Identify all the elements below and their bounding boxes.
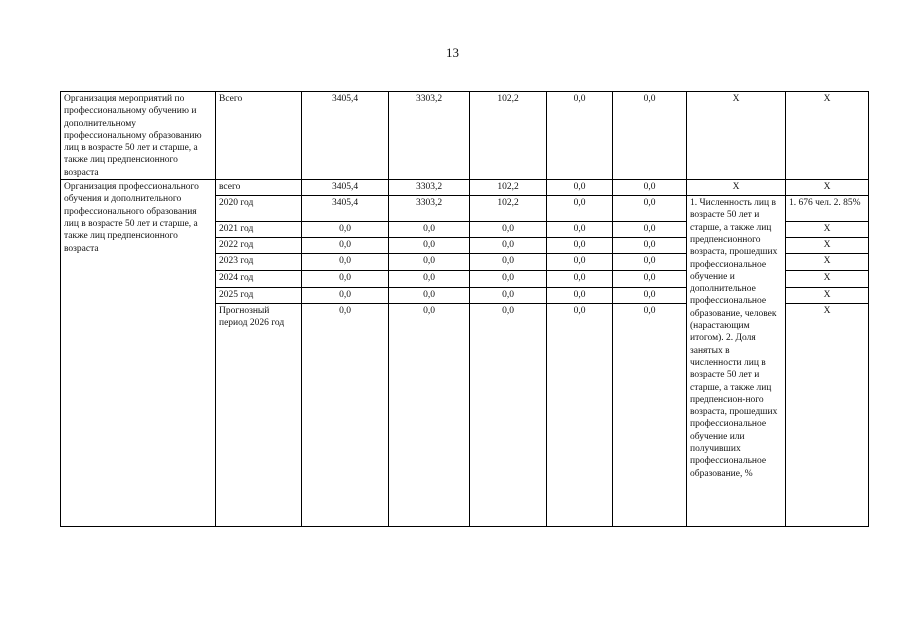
value-cell: 0,0 — [547, 288, 613, 304]
value-cell: 102,2 — [470, 196, 547, 222]
main-value-5: 0,0 — [613, 92, 687, 180]
period-cell: всего — [216, 180, 302, 196]
group-event-name: Организация профессионального обучения и дополнительного профессионального образования лиц в возрасте 50 лет и старше, а также лиц предпенсионного возраста — [61, 180, 216, 527]
value-cell: 0,0 — [389, 238, 470, 254]
value-cell: 0,0 — [302, 304, 389, 527]
main-period: Всего — [216, 92, 302, 180]
value-cell: 0,0 — [613, 222, 687, 238]
main-target: X — [786, 92, 869, 180]
target-cell: X — [786, 254, 869, 271]
value-cell: 0,0 — [389, 288, 470, 304]
main-event-name: Организация мероприятий по профессиональному обучению и дополнительному профессиональному образованию лиц в возрасте 50 лет и старше, а также лиц предпенсионного возраста — [61, 92, 216, 180]
target-cell: X — [786, 238, 869, 254]
table-body — [61, 92, 869, 527]
value-cell: 0,0 — [302, 254, 389, 271]
value-cell: 0,0 — [470, 304, 547, 527]
target-cell: 1. 676 чел. 2. 85% — [786, 196, 869, 222]
value-cell: 0,0 — [302, 288, 389, 304]
page-number: 13 — [446, 45, 459, 60]
period-cell: 2022 год — [216, 238, 302, 254]
value-cell: 0,0 — [389, 304, 470, 527]
value-cell: 0,0 — [389, 222, 470, 238]
main-value-2: 3303,2 — [389, 92, 470, 180]
value-cell: 0,0 — [613, 271, 687, 288]
program-table — [60, 91, 869, 527]
value-cell: 0,0 — [302, 222, 389, 238]
period-cell: 2025 год — [216, 288, 302, 304]
value-cell: 0,0 — [470, 254, 547, 271]
value-cell: 3303,2 — [389, 180, 470, 196]
period-cell: Прогнозный период 2026 год — [216, 304, 302, 527]
value-cell: 0,0 — [389, 271, 470, 288]
value-cell: 0,0 — [470, 222, 547, 238]
target-cell: X — [786, 222, 869, 238]
period-cell: 2020 год — [216, 196, 302, 222]
table-row — [61, 180, 869, 196]
period-cell: 2021 год — [216, 222, 302, 238]
period-cell: 2024 год — [216, 271, 302, 288]
value-cell: 0,0 — [302, 271, 389, 288]
value-cell: 3405,4 — [302, 180, 389, 196]
value-cell: 0,0 — [547, 180, 613, 196]
target-cell: X — [786, 271, 869, 288]
value-cell: 0,0 — [547, 238, 613, 254]
target-cell: X — [786, 288, 869, 304]
value-cell: 0,0 — [613, 288, 687, 304]
main-value-1: 3405,4 — [302, 92, 389, 180]
value-cell: 0,0 — [470, 288, 547, 304]
group-total-indicator: X — [687, 180, 786, 196]
value-cell: 3303,2 — [389, 196, 470, 222]
value-cell: 0,0 — [547, 196, 613, 222]
value-cell: 0,0 — [547, 271, 613, 288]
value-cell: 0,0 — [470, 238, 547, 254]
value-cell: 0,0 — [389, 254, 470, 271]
target-cell: X — [786, 304, 869, 527]
value-cell: 0,0 — [470, 271, 547, 288]
target-cell: X — [786, 180, 869, 196]
value-cell: 0,0 — [613, 254, 687, 271]
main-indicator: X — [687, 92, 786, 180]
value-cell: 102,2 — [470, 180, 547, 196]
value-cell: 0,0 — [613, 180, 687, 196]
value-cell: 0,0 — [302, 238, 389, 254]
value-cell: 0,0 — [547, 304, 613, 527]
table-row-main — [61, 92, 869, 180]
value-cell: 0,0 — [547, 222, 613, 238]
period-cell: 2023 год — [216, 254, 302, 271]
value-cell: 0,0 — [613, 238, 687, 254]
main-value-3: 102,2 — [470, 92, 547, 180]
indicator-description: 1. Численность лиц в возрасте 50 лет и старше, а также лиц предпенсионного возраста, прошедших профессиональное обучение и дополнительное профессиональное образование, человек (нарастающим итогом). 2. Доля занятых в численности лиц в возрасте 50 лет и старше, а также лиц предпенсион-ного возраста, прошедших профессиональное обучение или получивших профессиональное образование, % — [687, 196, 786, 527]
value-cell: 0,0 — [613, 304, 687, 527]
value-cell: 0,0 — [613, 196, 687, 222]
value-cell: 0,0 — [547, 254, 613, 271]
main-value-4: 0,0 — [547, 92, 613, 180]
value-cell: 3405,4 — [302, 196, 389, 222]
